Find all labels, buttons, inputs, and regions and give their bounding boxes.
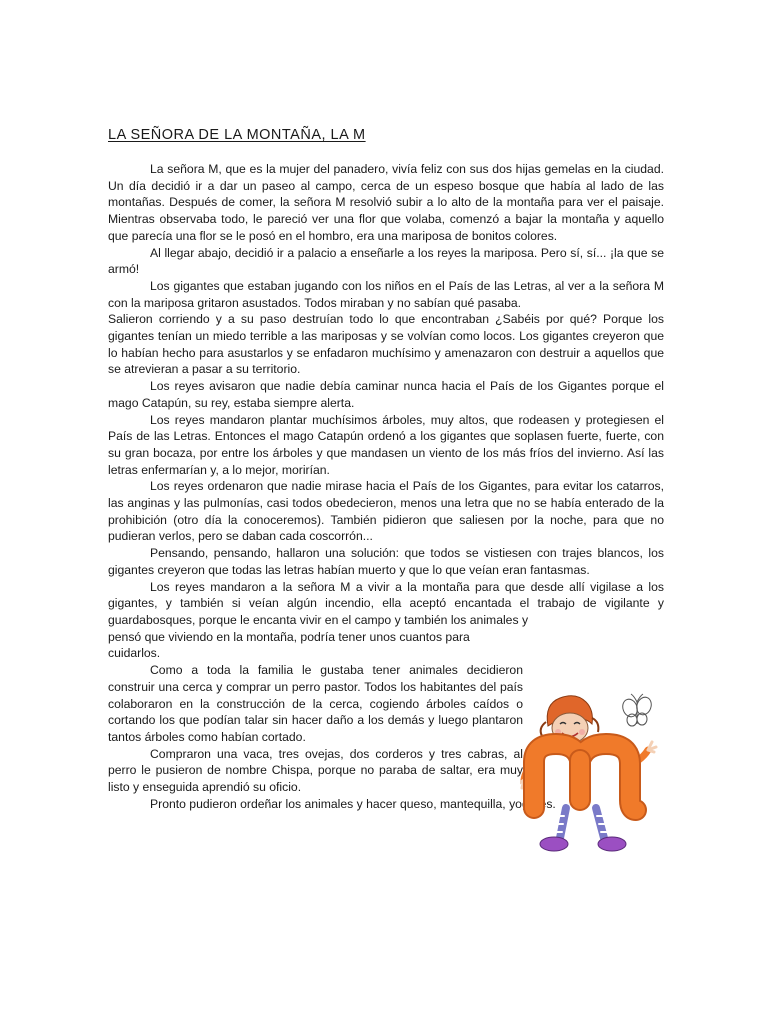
- paragraph: Los reyes mandaron plantar muchísimos árboles, muy altos, que rodeasen y protegiesen el País de las Letras. Entonces el mago Catapún ordenó a los gigantes que soplasen fuerte, fuerte, con su gran bocaza, por entre los árboles y que mandasen un viento de los más fríos del invierno. Así las letras enfermarían y, a lo mejor, morirían.: [108, 412, 664, 477]
- paragraph: Compraron una vaca, tres ovejas, dos corderos y tres cabras, al perro le pusieron de nombre Chispa, porque no paraba de saltar, era muy listo y enseguida aprendió su oficio.: [108, 746, 523, 795]
- paragraph: Pensando, pensando, hallaron una solución: que todos se vistiesen con trajes blancos, los gigantes creyeron que todas las letras habían muerto y que lo que veían eran fantasmas.: [108, 546, 664, 577]
- page-title: LA SEÑORA DE LA MONTAÑA, LA M: [108, 127, 366, 143]
- letter-m-character-icon: [520, 688, 670, 856]
- paragraph: Los reyes avisaron que nadie debía caminar nunca hacia el País de los Gigantes porque el mago Catapún, su rey, estaba siempre alerta.: [108, 379, 664, 410]
- paragraph: Los reyes ordenaron que nadie mirase hacia el País de los Gigantes, para evitar los catarros, las anginas y las pulmonías, casi todos obedecieron, menos una letra que no se había enterado de la prohibición (otro día la conoceremos). También pidieron que saliesen por la noche, para que no pudieran verlos, pero se daban cada coscorrón...: [108, 479, 664, 544]
- legs: [556, 808, 607, 838]
- paragraph: Como a toda la familia le gustaba tener animales decidieron construir una cerca y comprar un perro pastor. Todos los habitantes del país colaboraron en la construcción de la cerca, cogiendo árboles caídos o cortando los que podían talar sin hacer daño a los demás y luego plantaron tantos árboles como habían cortado.: [108, 663, 523, 744]
- paragraph: Al llegar abajo, decidió ir a palacio a enseñarle a los reyes la mariposa. Pero sí, sí... ¡la que se armó!: [108, 245, 664, 277]
- butterfly-icon: [620, 694, 653, 726]
- paragraph: Los gigantes que estaban jugando con los niños en el País de las Letras, al ver a la señora M con la mariposa gritaron asustados. Todos miraban y no sabían qué pasaba.: [108, 278, 664, 310]
- paragraph: Salieron corriendo y a su paso destruían todo lo que encontraban ¿Sabéis por qué? Porque los gigantes tenían un miedo terrible a las mariposas y se volvían como locos. Los gigantes creyeron que lo habían hecho para asustarlos y se enfadaron muchísimo y amenazaron con destruir a aquellos que se atrevieran a pasar a su territorio.: [108, 312, 664, 377]
- paragraph: pensó que viviendo en la montaña, podría tener unos cuantos para cuidarlos.: [108, 629, 470, 661]
- paragraph: Los reyes mandaron a la señora M a vivir a la montaña para que desde allí vigilase a los gigantes, y también si veían algún incendio, ella aceptó encantada el trabajo de vigilante y guardabosques, porque le encanta vivir en el campo y también los animales y: [108, 579, 664, 627]
- paragraph: La señora M, que es la mujer del panadero, vivía feliz con sus dos hijas gemelas en la ciudad. Un día decidió ir a dar un paseo al campo, cerca de un espeso bosque que había al lado de las montañas. Después de comer, la señora M resolvió subir a lo alto de la montaña para ver el paisaje. Mientras observaba todo, le pareció ver una flor que volaba, comenzó a bajar la montaña y aquello que parecía una flor se le posó en el hombro, era una mariposa de bonitos colores.: [108, 162, 664, 243]
- paragraph: Pronto pudieron ordeñar los animales y hacer queso, mantequilla, yogures.: [150, 796, 556, 811]
